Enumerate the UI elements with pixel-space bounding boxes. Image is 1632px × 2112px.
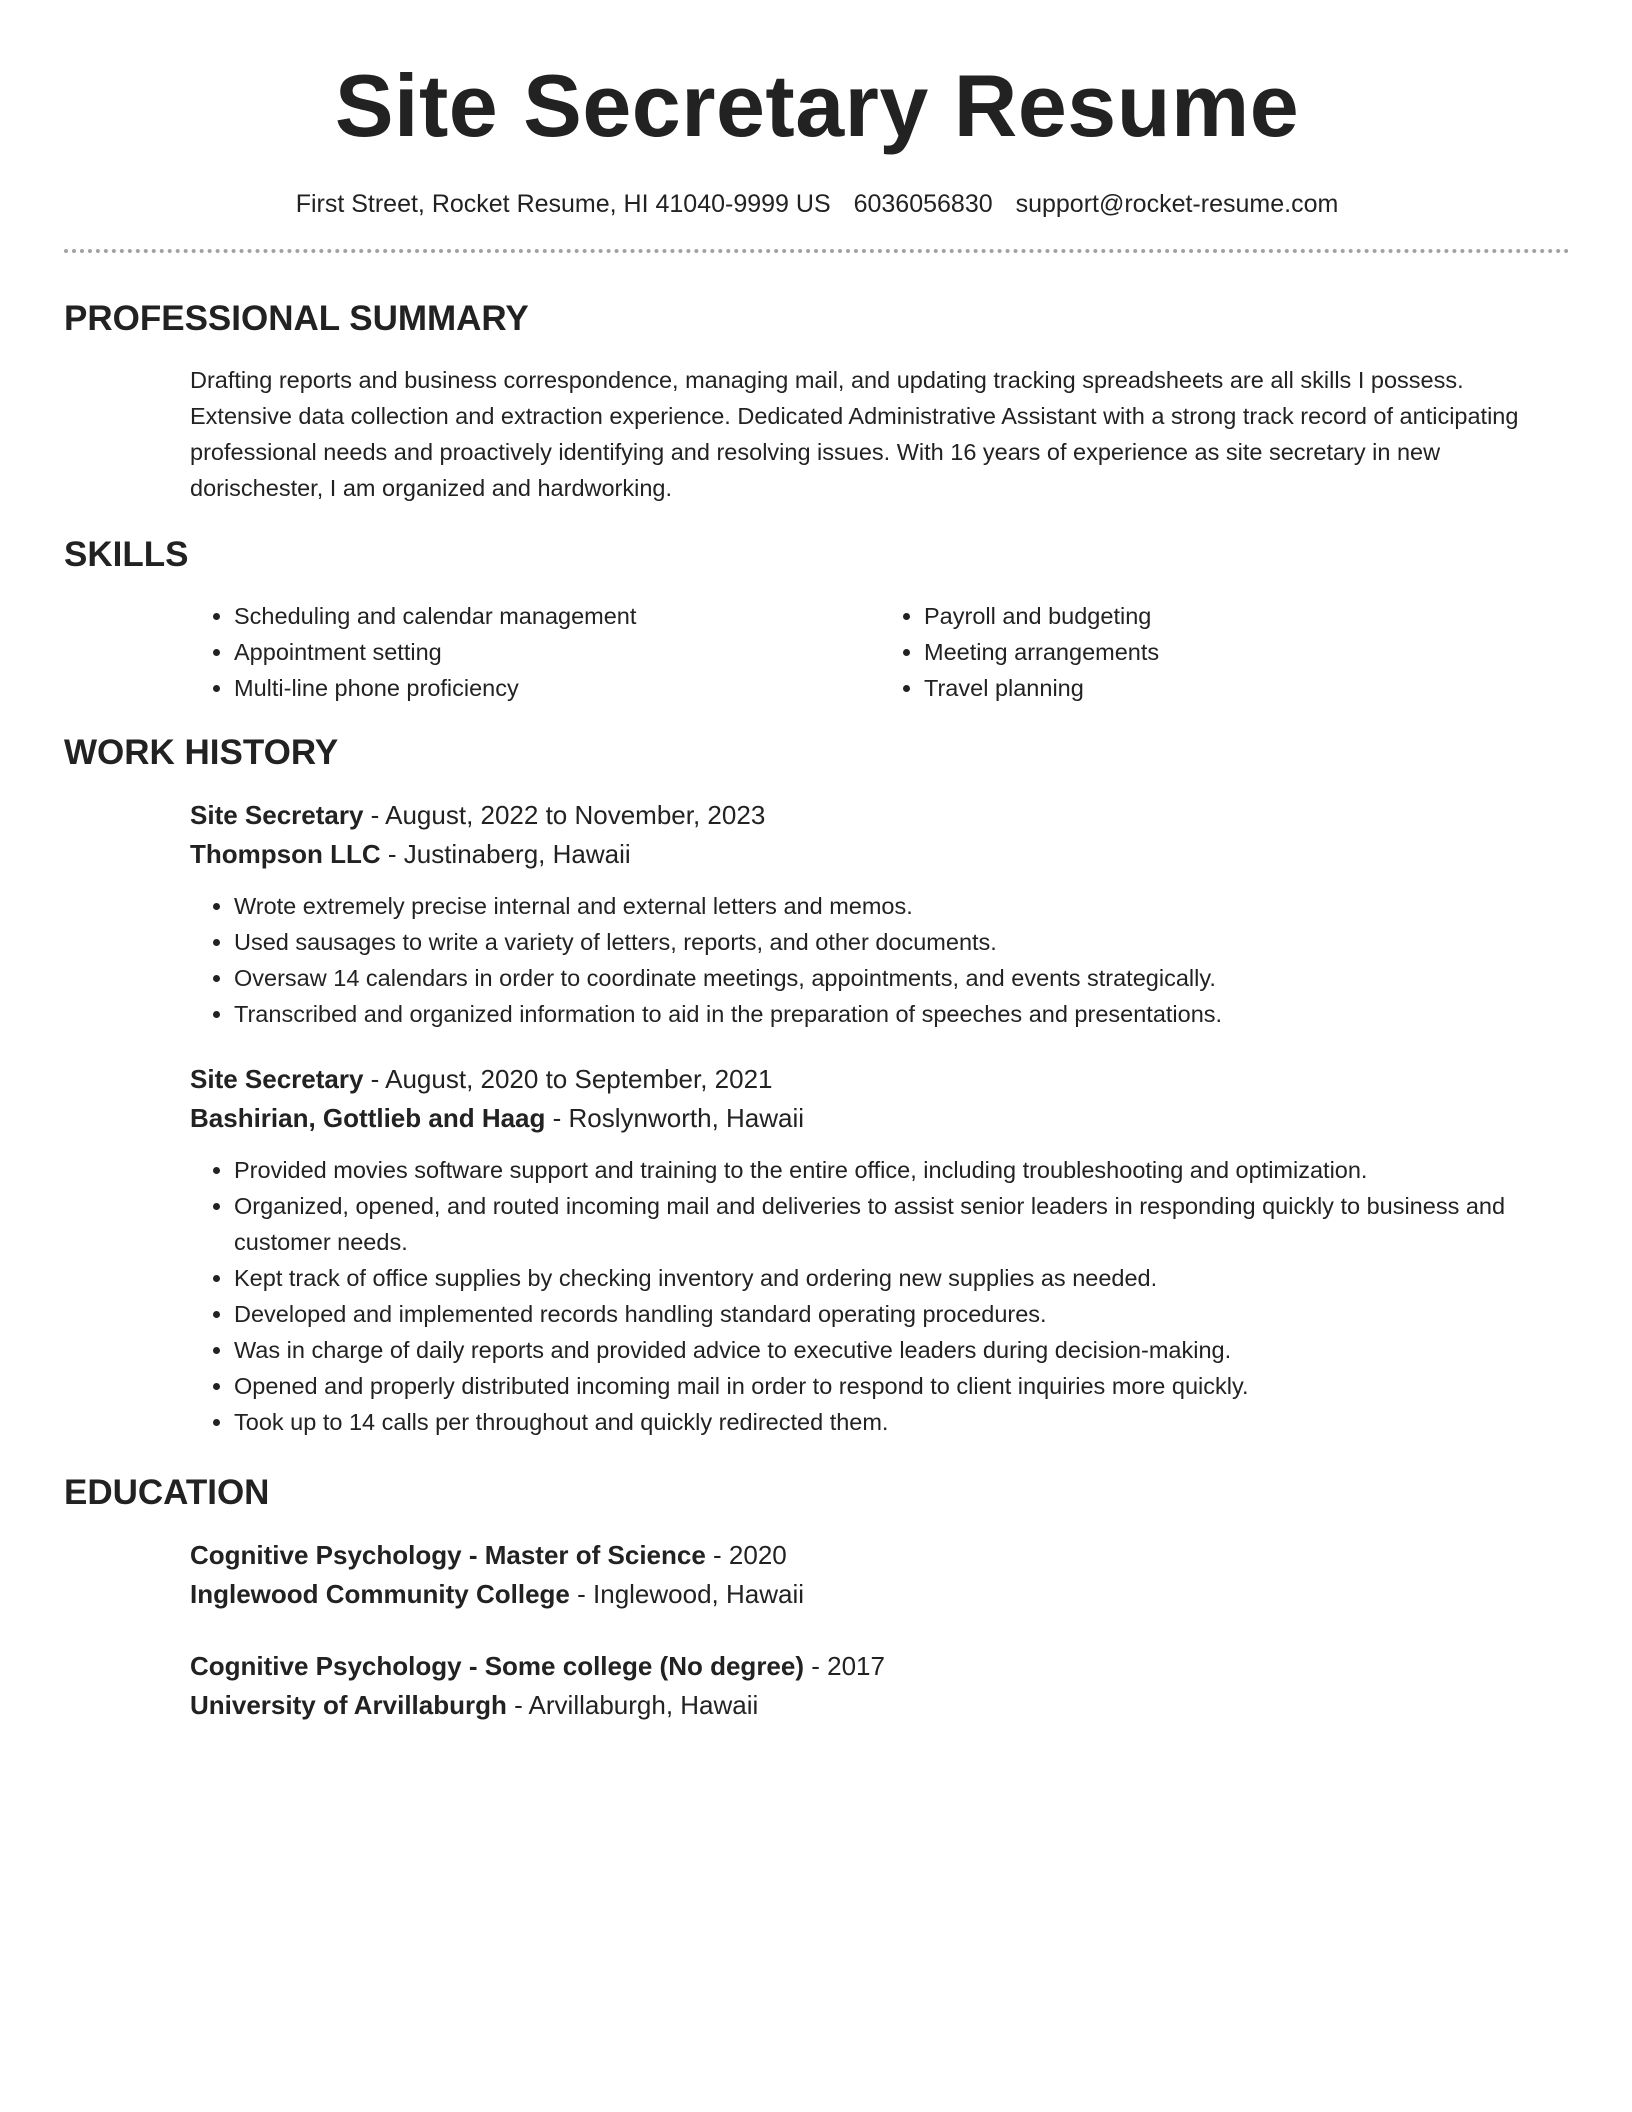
contact-address: First Street, Rocket Resume, HI 41040-9999 US xyxy=(295,189,831,218)
job-company-line xyxy=(190,1099,1570,1138)
skill-item: • Appointment setting xyxy=(234,634,880,670)
job-dates: - August, 2020 to September, 2021 xyxy=(363,1063,773,1094)
job-dates: - August, 2022 to November, 2023 xyxy=(363,799,766,830)
education-entry xyxy=(190,1647,1570,1725)
job-company: Thompson LLC xyxy=(190,838,381,869)
header-divider xyxy=(64,249,1570,253)
education-location: - Arvillaburgh, Hawaii xyxy=(506,1689,759,1720)
education-school: Inglewood Community College xyxy=(190,1578,570,1609)
job-bullet: • Kept track of office supplies by checking inventory and ordering new supplies as needed. xyxy=(234,1260,1564,1296)
job-title: Site Secretary xyxy=(190,1063,364,1094)
education-school-line xyxy=(190,1686,1570,1725)
skill-item: • Payroll and budgeting xyxy=(924,598,1570,634)
job-company-line xyxy=(190,835,1570,874)
skills-column-left xyxy=(190,598,880,706)
summary-heading: PROFESSIONAL SUMMARY xyxy=(64,298,529,338)
education-entry xyxy=(190,1536,1570,1614)
work-history-body xyxy=(190,796,1570,1440)
job-bullets xyxy=(190,888,1570,1032)
job-bullet: • Developed and implemented records handling standard operating procedures. xyxy=(234,1296,1564,1332)
job-bullet: • Provided movies software support and training to the entire office, including troubleshooting and optimization. xyxy=(234,1152,1564,1188)
education-school: University of Arvillaburgh xyxy=(190,1689,507,1720)
job-bullet: • Transcribed and organized information to aid in the preparation of speeches and presentations. xyxy=(234,996,1564,1032)
job-entry xyxy=(190,796,1570,1032)
education-section xyxy=(64,1472,1570,1725)
job-location: - Roslynworth, Hawaii xyxy=(545,1102,805,1133)
education-year: - 2020 xyxy=(705,1539,787,1570)
job-title-line xyxy=(190,796,1570,835)
job-bullet: • Organized, opened, and routed incoming mail and deliveries to assist senior leaders in responding quickly to business and customer needs. xyxy=(234,1188,1564,1260)
job-entry xyxy=(190,1060,1570,1440)
job-bullets xyxy=(190,1152,1570,1440)
job-bullet: • Used sausages to write a variety of letters, reports, and other documents. xyxy=(234,924,1564,960)
education-school-line xyxy=(190,1575,1570,1614)
skill-item: • Scheduling and calendar management xyxy=(234,598,880,634)
job-title: Site Secretary xyxy=(190,799,364,830)
education-year: - 2017 xyxy=(804,1650,885,1681)
education-degree-line xyxy=(190,1536,1570,1575)
job-location: - Justinaberg, Hawaii xyxy=(380,838,631,869)
education-heading: EDUCATION xyxy=(64,1472,270,1512)
education-body xyxy=(190,1536,1570,1725)
skills-heading: SKILLS xyxy=(64,534,189,574)
work-history-section xyxy=(64,732,1570,1440)
education-degree: Cognitive Psychology - Master of Science xyxy=(190,1539,706,1570)
job-bullet: • Opened and properly distributed incoming mail in order to respond to client inquiries more quickly. xyxy=(234,1368,1564,1404)
skills-body xyxy=(190,598,1570,706)
job-bullet: • Wrote extremely precise internal and external letters and memos. xyxy=(234,888,1564,924)
education-degree: Cognitive Psychology - Some college (No degree) xyxy=(190,1650,805,1681)
job-bullet: • Was in charge of daily reports and provided advice to executive leaders during decision-making. xyxy=(234,1332,1564,1368)
contact-phone: 6036056830 xyxy=(853,189,993,218)
contact-email: support@rocket-resume.com xyxy=(1015,189,1339,218)
job-bullet: • Took up to 14 calls per throughout and quickly redirected them. xyxy=(234,1404,1564,1440)
job-title-line xyxy=(190,1060,1570,1099)
work-history-heading: WORK HISTORY xyxy=(64,732,339,772)
education-location: - Inglewood, Hawaii xyxy=(569,1578,805,1609)
job-company: Bashirian, Gottlieb and Haag xyxy=(190,1102,546,1133)
skills-section xyxy=(64,534,1570,706)
skills-column-right xyxy=(880,598,1570,706)
skills-grid xyxy=(190,598,1570,706)
summary-section xyxy=(64,298,1570,506)
skill-item: • Travel planning xyxy=(924,670,1570,706)
resume-title: Site Secretary Resume xyxy=(334,56,1300,155)
skill-item: • Meeting arrangements xyxy=(924,634,1570,670)
education-degree-line xyxy=(190,1647,1570,1686)
summary-body xyxy=(190,362,1570,506)
skill-item: • Multi-line phone proficiency xyxy=(234,670,880,706)
summary-text: Drafting reports and business correspondence, managing mail, and updating tracking spreadsheets are all skills I possess. Extensive data collection and extraction experience. Dedicated Administrative Assistant with a strong track record of anticipating professional needs and proactively identifying and resolving issues. With 16 years of experience as site secretary in new dorischester, I am organized and hardworking. xyxy=(190,366,1519,501)
contact-line xyxy=(64,189,1570,219)
job-bullet: • Oversaw 14 calendars in order to coordinate meetings, appointments, and events strategically. xyxy=(234,960,1564,996)
